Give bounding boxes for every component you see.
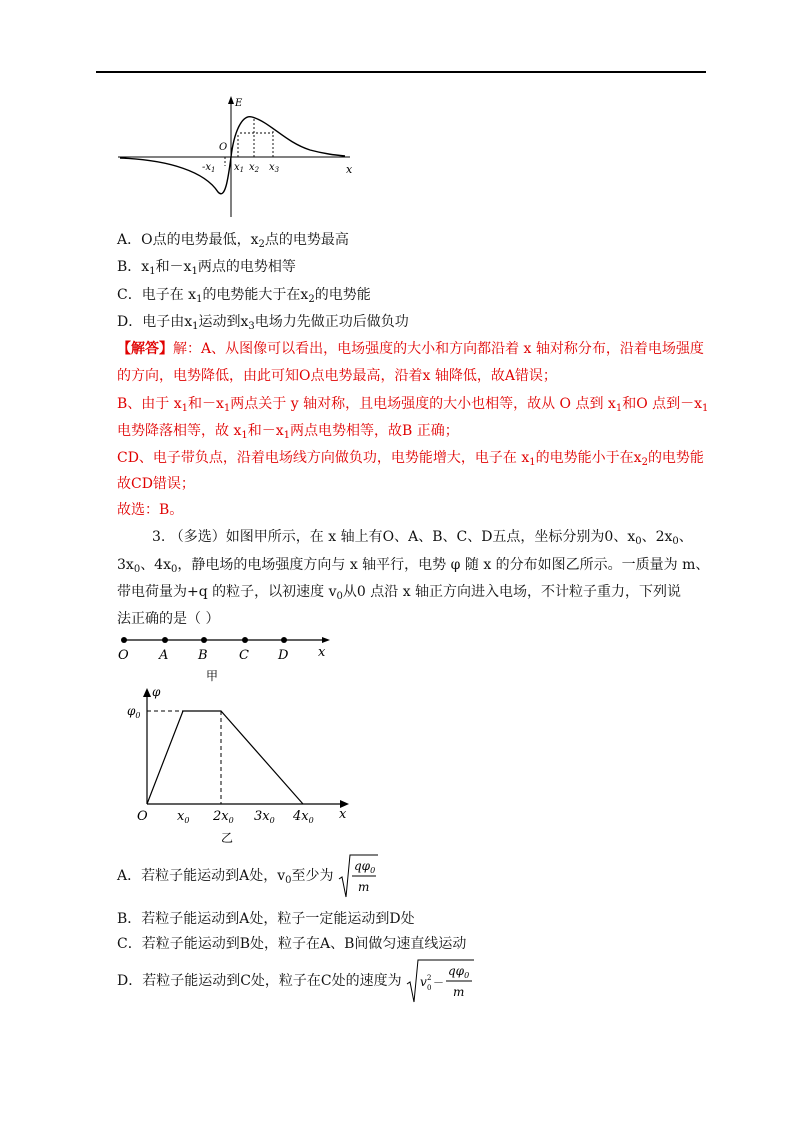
potential-curve xyxy=(147,711,303,804)
caption-yi: 乙 xyxy=(221,831,234,845)
svg-text:m: m xyxy=(357,880,370,894)
q3-option-d: D．若粒子能运动到C处，粒子在C处的速度为 v 2 0 － $q\varphi_0$ m xyxy=(117,958,474,1004)
label-a: A xyxy=(159,648,169,663)
answer-line-4: 电势降落相等，故 $x_1$和$-x_1$两点电势相等，故B 正确； xyxy=(117,423,459,441)
label-o: O xyxy=(118,648,129,663)
q3-option-b: B．若粒子能运动到A处，粒子一定能运动到D处 xyxy=(117,911,415,927)
q3-option-c: C．若粒子能运动到B处，粒子在A、B间做匀速直线运动 xyxy=(117,936,467,952)
origin-label: O xyxy=(137,809,148,824)
q2-option-b: B．$x_1$和$-x_1$两点的电势相等 xyxy=(117,259,296,277)
tick-3x0: 3x xyxy=(254,809,270,824)
tick-x3-sub: 3 xyxy=(274,166,280,174)
tick-neg-x1-sub: 1 xyxy=(211,166,216,174)
q3-stem-line-4: 法正确的是（ ） xyxy=(117,611,220,627)
caption-jia: 甲 xyxy=(206,669,219,683)
svg-text:m: m xyxy=(453,985,465,999)
svg-text:2: 2 xyxy=(427,974,432,982)
answer-line-1: 【解答】解：A、从图像可以看出，电场强度的大小和方向都沿着 x 轴对称分布，沿着电场强度 xyxy=(117,341,704,357)
label-c: C xyxy=(239,648,249,663)
figure-jia-number-line xyxy=(112,630,342,686)
tick-neg-x1: -x xyxy=(202,162,212,173)
sqrt-expression-a xyxy=(338,853,378,899)
point-o xyxy=(121,637,127,643)
tick-x2-sub: 2 xyxy=(254,166,260,174)
figure-e-x-graph xyxy=(110,92,370,222)
svg-text:x2 xyxy=(249,162,260,174)
axis-x-label: x xyxy=(318,645,326,660)
tick-x1: x xyxy=(234,162,240,173)
svg-text:x0: $x_0$ xyxy=(177,809,190,825)
q2-option-a: A．O点的电势最低，$x_2$点的电势最高 xyxy=(117,232,349,250)
sqrt-expression-d xyxy=(406,958,474,1004)
q3-option-a: A．若粒子能运动到A处，$v_0$至少为 $q\varphi_0$ m xyxy=(117,853,378,899)
e-axis-label: E xyxy=(235,98,243,109)
answer-line-2: 的方向，电势降低，由此可知O点电势最高，沿着x 轴降低，故A错误； xyxy=(117,368,557,384)
q2-option-d: D．电子由$x_1$运动到$x_3$电场力先做正功后做负功 xyxy=(117,314,409,332)
tick-x0: x xyxy=(177,809,185,824)
svg-text:v: v xyxy=(420,975,427,989)
svg-text:4x0: $4x_0$ xyxy=(293,809,314,825)
answer-line-3: B、由于 $x_1$和$-x_1$两点关于 y 轴对称，且电场强度的大小也相等，故从 O 点到 $x_1$和O 点到$-x_1$ xyxy=(117,396,709,414)
svg-text:－: － xyxy=(433,976,445,989)
header-rule xyxy=(96,71,706,73)
q2-option-c: C．电子在 $x_1$的电势能大于在$x_2$的电势能 xyxy=(117,287,371,305)
q3-stem-line-2: $3x_0$、$4x_0$，静电场的电场强度方向与 x 轴平行，电势 φ 随 x 的分布如图乙所示。一质量为 m、 xyxy=(117,557,710,575)
tick-x1-sub: 1 xyxy=(239,166,245,174)
svg-text:x1 xyxy=(234,162,244,174)
q3-stem-line-3: 带电荷量为+q 的粒子，以初速度 $v_0$从0 点沿 x 轴正方向进入电场，不计粒子重力，下列说 xyxy=(117,584,682,602)
answer-line-5: CD、电子带负点，沿着电场线方向做负功，电势能增大，电子在 $x_1$的电势能小于在$x_2$的电势能 xyxy=(117,450,704,468)
svg-text:-x1 xyxy=(202,162,216,174)
x-axis-label: x xyxy=(346,163,353,176)
q3-stem-line-1: 3. （多选）如图甲所示，在 x 轴上有O、A、B、C、D五点，坐标分别为0、$x_0$、$2x_0$、 xyxy=(152,529,693,547)
phi0-sub: 0 xyxy=(135,711,141,720)
origin-label: O xyxy=(219,142,228,153)
svg-text:φ0 xyxy=(127,704,141,720)
phi0-label: φ xyxy=(127,704,136,718)
svg-text:qφ0: $q\varphi_0$ xyxy=(448,964,470,980)
answer-line-7: 故选：B。 xyxy=(117,502,184,518)
point-b xyxy=(201,637,207,643)
tick-x2: x xyxy=(249,162,255,173)
tick-4x0: 4x xyxy=(293,809,309,824)
point-c xyxy=(242,637,248,643)
tick-x3: x xyxy=(269,162,275,173)
label-b: B xyxy=(198,648,208,663)
label-d: D xyxy=(278,648,289,663)
axis-x-label: x xyxy=(339,807,347,822)
answer-line-6: 故CD错误； xyxy=(117,476,195,492)
svg-text:x3 xyxy=(269,162,280,174)
figure-yi-potential-graph xyxy=(125,682,360,847)
svg-text:0: 0 xyxy=(427,984,432,992)
svg-text:qφ0: $q\varphi_0$ xyxy=(353,859,376,875)
svg-text:3x0: $3x_0$ xyxy=(254,809,275,825)
tick-2x0: 2x xyxy=(213,809,229,824)
phi-axis-label: φ xyxy=(152,685,161,699)
svg-text:2x0: $2x_0$ xyxy=(213,809,234,825)
point-a xyxy=(162,637,168,643)
point-d xyxy=(281,637,287,643)
